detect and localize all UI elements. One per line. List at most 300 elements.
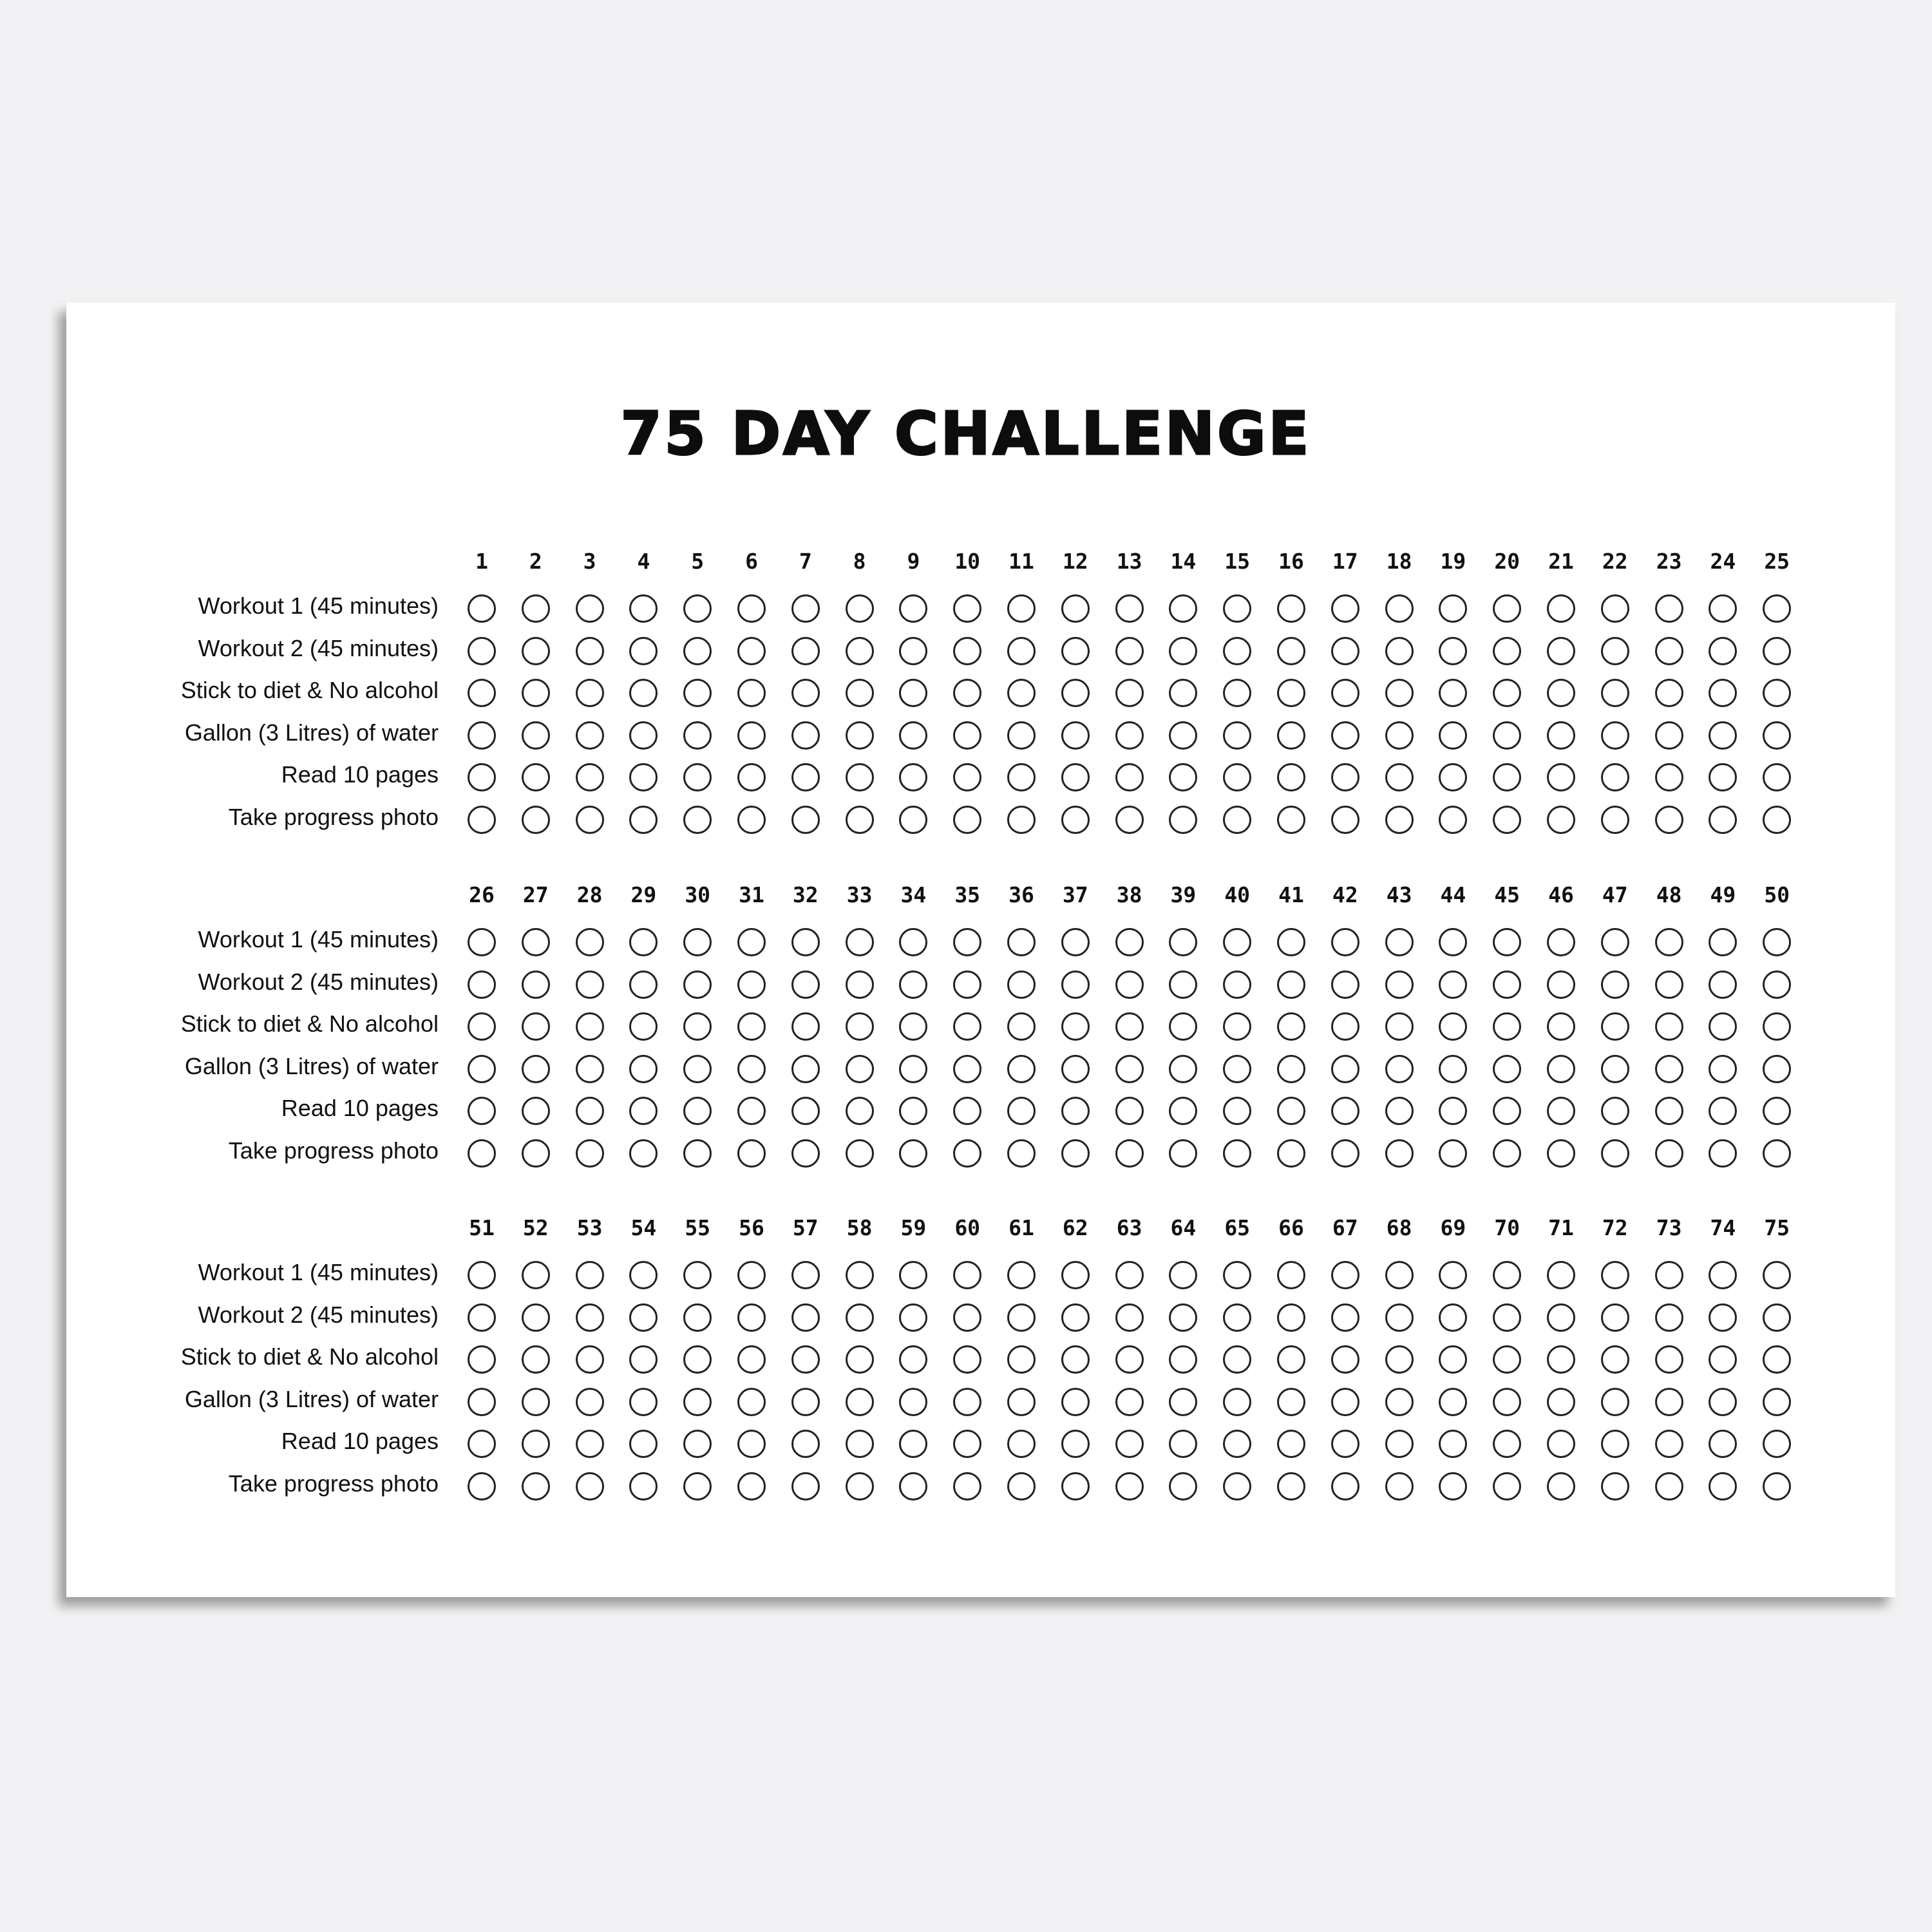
checkbox-circle[interactable] — [629, 971, 658, 999]
checkbox-circle[interactable] — [1601, 1388, 1629, 1416]
checkbox-circle[interactable] — [1601, 971, 1629, 999]
checkbox-circle[interactable] — [1601, 928, 1629, 956]
checkbox-circle[interactable] — [1385, 1303, 1414, 1332]
checkbox-circle[interactable] — [1493, 806, 1521, 834]
checkbox-circle[interactable] — [1601, 721, 1629, 750]
checkbox-circle[interactable] — [1655, 1388, 1683, 1416]
checkbox-circle[interactable] — [1277, 1139, 1305, 1168]
checkbox-circle[interactable] — [468, 721, 496, 750]
checkbox-circle[interactable] — [953, 1303, 981, 1332]
checkbox-circle[interactable] — [1007, 1472, 1036, 1501]
checkbox-circle[interactable] — [1331, 594, 1359, 623]
checkbox-circle[interactable] — [1601, 1139, 1629, 1168]
checkbox-circle[interactable] — [1331, 1388, 1359, 1416]
checkbox-circle[interactable] — [522, 1388, 550, 1416]
checkbox-circle[interactable] — [1277, 594, 1305, 623]
checkbox-circle[interactable] — [1763, 1055, 1791, 1083]
checkbox-circle[interactable] — [846, 971, 874, 999]
checkbox-circle[interactable] — [953, 1097, 981, 1125]
checkbox-circle[interactable] — [1601, 1261, 1629, 1289]
checkbox-circle[interactable] — [1655, 1055, 1683, 1083]
checkbox-circle[interactable] — [899, 971, 927, 999]
checkbox-circle[interactable] — [1007, 928, 1036, 956]
checkbox-circle[interactable] — [1709, 806, 1737, 834]
checkbox-circle[interactable] — [1331, 1261, 1359, 1289]
checkbox-circle[interactable] — [1007, 763, 1036, 791]
checkbox-circle[interactable] — [1007, 637, 1036, 665]
checkbox-circle[interactable] — [1331, 1012, 1359, 1041]
checkbox-circle[interactable] — [1601, 1472, 1629, 1501]
checkbox-circle[interactable] — [1115, 928, 1144, 956]
checkbox-circle[interactable] — [1385, 928, 1414, 956]
checkbox-circle[interactable] — [468, 1012, 496, 1041]
checkbox-circle[interactable] — [1439, 971, 1467, 999]
checkbox-circle[interactable] — [683, 1261, 712, 1289]
checkbox-circle[interactable] — [1439, 1139, 1467, 1168]
checkbox-circle[interactable] — [576, 1472, 604, 1501]
checkbox-circle[interactable] — [1277, 1303, 1305, 1332]
checkbox-circle[interactable] — [1601, 1303, 1629, 1332]
checkbox-circle[interactable] — [576, 1388, 604, 1416]
checkbox-circle[interactable] — [522, 1055, 550, 1083]
checkbox-circle[interactable] — [1223, 1139, 1251, 1168]
checkbox-circle[interactable] — [1277, 1430, 1305, 1458]
checkbox-circle[interactable] — [576, 1012, 604, 1041]
checkbox-circle[interactable] — [683, 594, 712, 623]
checkbox-circle[interactable] — [791, 721, 820, 750]
checkbox-circle[interactable] — [1655, 679, 1683, 707]
checkbox-circle[interactable] — [468, 1472, 496, 1501]
checkbox-circle[interactable] — [1547, 928, 1575, 956]
checkbox-circle[interactable] — [1223, 1472, 1251, 1501]
checkbox-circle[interactable] — [683, 637, 712, 665]
checkbox-circle[interactable] — [629, 637, 658, 665]
checkbox-circle[interactable] — [468, 1055, 496, 1083]
checkbox-circle[interactable] — [1331, 1430, 1359, 1458]
checkbox-circle[interactable] — [576, 1097, 604, 1125]
checkbox-circle[interactable] — [1007, 721, 1036, 750]
checkbox-circle[interactable] — [1115, 971, 1144, 999]
checkbox-circle[interactable] — [1493, 1012, 1521, 1041]
checkbox-circle[interactable] — [1169, 806, 1197, 834]
checkbox-circle[interactable] — [1007, 1139, 1036, 1168]
checkbox-circle[interactable] — [846, 763, 874, 791]
checkbox-circle[interactable] — [1655, 594, 1683, 623]
checkbox-circle[interactable] — [899, 806, 927, 834]
checkbox-circle[interactable] — [1061, 806, 1090, 834]
checkbox-circle[interactable] — [899, 1139, 927, 1168]
checkbox-circle[interactable] — [1763, 1430, 1791, 1458]
checkbox-circle[interactable] — [1223, 679, 1251, 707]
checkbox-circle[interactable] — [522, 1097, 550, 1125]
checkbox-circle[interactable] — [629, 1139, 658, 1168]
checkbox-circle[interactable] — [629, 1388, 658, 1416]
checkbox-circle[interactable] — [1007, 1055, 1036, 1083]
checkbox-circle[interactable] — [683, 1345, 712, 1374]
checkbox-circle[interactable] — [1763, 637, 1791, 665]
checkbox-circle[interactable] — [1763, 1097, 1791, 1125]
checkbox-circle[interactable] — [1115, 679, 1144, 707]
checkbox-circle[interactable] — [846, 637, 874, 665]
checkbox-circle[interactable] — [1331, 1345, 1359, 1374]
checkbox-circle[interactable] — [1601, 594, 1629, 623]
checkbox-circle[interactable] — [576, 1303, 604, 1332]
checkbox-circle[interactable] — [1763, 763, 1791, 791]
checkbox-circle[interactable] — [791, 1303, 820, 1332]
checkbox-circle[interactable] — [1547, 1388, 1575, 1416]
checkbox-circle[interactable] — [899, 1472, 927, 1501]
checkbox-circle[interactable] — [1277, 971, 1305, 999]
checkbox-circle[interactable] — [953, 928, 981, 956]
checkbox-circle[interactable] — [1223, 721, 1251, 750]
checkbox-circle[interactable] — [791, 971, 820, 999]
checkbox-circle[interactable] — [1115, 637, 1144, 665]
checkbox-circle[interactable] — [791, 1345, 820, 1374]
checkbox-circle[interactable] — [1709, 1303, 1737, 1332]
checkbox-circle[interactable] — [1547, 1345, 1575, 1374]
checkbox-circle[interactable] — [791, 1139, 820, 1168]
checkbox-circle[interactable] — [1169, 1303, 1197, 1332]
checkbox-circle[interactable] — [1385, 1097, 1414, 1125]
checkbox-circle[interactable] — [1061, 637, 1090, 665]
checkbox-circle[interactable] — [737, 1012, 766, 1041]
checkbox-circle[interactable] — [522, 1012, 550, 1041]
checkbox-circle[interactable] — [576, 1055, 604, 1083]
checkbox-circle[interactable] — [846, 1388, 874, 1416]
checkbox-circle[interactable] — [468, 679, 496, 707]
checkbox-circle[interactable] — [737, 971, 766, 999]
checkbox-circle[interactable] — [1601, 1055, 1629, 1083]
checkbox-circle[interactable] — [1007, 971, 1036, 999]
checkbox-circle[interactable] — [1277, 928, 1305, 956]
checkbox-circle[interactable] — [683, 928, 712, 956]
checkbox-circle[interactable] — [846, 1303, 874, 1332]
checkbox-circle[interactable] — [1223, 763, 1251, 791]
checkbox-circle[interactable] — [522, 679, 550, 707]
checkbox-circle[interactable] — [1493, 1430, 1521, 1458]
checkbox-circle[interactable] — [791, 1261, 820, 1289]
checkbox-circle[interactable] — [1223, 1097, 1251, 1125]
checkbox-circle[interactable] — [576, 763, 604, 791]
checkbox-circle[interactable] — [468, 1430, 496, 1458]
checkbox-circle[interactable] — [1385, 637, 1414, 665]
checkbox-circle[interactable] — [1223, 971, 1251, 999]
checkbox-circle[interactable] — [953, 1012, 981, 1041]
checkbox-circle[interactable] — [1331, 679, 1359, 707]
checkbox-circle[interactable] — [899, 1388, 927, 1416]
checkbox-circle[interactable] — [737, 1055, 766, 1083]
checkbox-circle[interactable] — [1331, 971, 1359, 999]
checkbox-circle[interactable] — [1061, 594, 1090, 623]
checkbox-circle[interactable] — [1763, 594, 1791, 623]
checkbox-circle[interactable] — [629, 721, 658, 750]
checkbox-circle[interactable] — [683, 1139, 712, 1168]
checkbox-circle[interactable] — [1763, 806, 1791, 834]
checkbox-circle[interactable] — [1061, 971, 1090, 999]
checkbox-circle[interactable] — [576, 679, 604, 707]
checkbox-circle[interactable] — [683, 1388, 712, 1416]
checkbox-circle[interactable] — [1547, 1012, 1575, 1041]
checkbox-circle[interactable] — [1601, 637, 1629, 665]
checkbox-circle[interactable] — [1385, 763, 1414, 791]
checkbox-circle[interactable] — [791, 594, 820, 623]
checkbox-circle[interactable] — [1763, 1012, 1791, 1041]
checkbox-circle[interactable] — [1547, 721, 1575, 750]
checkbox-circle[interactable] — [846, 1139, 874, 1168]
checkbox-circle[interactable] — [791, 1430, 820, 1458]
checkbox-circle[interactable] — [1223, 928, 1251, 956]
checkbox-circle[interactable] — [1061, 1345, 1090, 1374]
checkbox-circle[interactable] — [468, 1097, 496, 1125]
checkbox-circle[interactable] — [1763, 1345, 1791, 1374]
checkbox-circle[interactable] — [576, 971, 604, 999]
checkbox-circle[interactable] — [576, 1345, 604, 1374]
checkbox-circle[interactable] — [737, 1097, 766, 1125]
checkbox-circle[interactable] — [1385, 679, 1414, 707]
checkbox-circle[interactable] — [1061, 1388, 1090, 1416]
checkbox-circle[interactable] — [737, 594, 766, 623]
checkbox-circle[interactable] — [1385, 1261, 1414, 1289]
checkbox-circle[interactable] — [1007, 1097, 1036, 1125]
checkbox-circle[interactable] — [522, 971, 550, 999]
checkbox-circle[interactable] — [1493, 1345, 1521, 1374]
checkbox-circle[interactable] — [1115, 1097, 1144, 1125]
checkbox-circle[interactable] — [1655, 1303, 1683, 1332]
checkbox-circle[interactable] — [737, 928, 766, 956]
checkbox-circle[interactable] — [1655, 637, 1683, 665]
checkbox-circle[interactable] — [791, 1388, 820, 1416]
checkbox-circle[interactable] — [953, 1388, 981, 1416]
checkbox-circle[interactable] — [1223, 1430, 1251, 1458]
checkbox-circle[interactable] — [1331, 1139, 1359, 1168]
checkbox-circle[interactable] — [1439, 637, 1467, 665]
checkbox-circle[interactable] — [953, 1472, 981, 1501]
checkbox-circle[interactable] — [468, 1345, 496, 1374]
checkbox-circle[interactable] — [1007, 679, 1036, 707]
checkbox-circle[interactable] — [791, 928, 820, 956]
checkbox-circle[interactable] — [846, 1012, 874, 1041]
checkbox-circle[interactable] — [953, 721, 981, 750]
checkbox-circle[interactable] — [1385, 594, 1414, 623]
checkbox-circle[interactable] — [1601, 1345, 1629, 1374]
checkbox-circle[interactable] — [1061, 928, 1090, 956]
checkbox-circle[interactable] — [1007, 594, 1036, 623]
checkbox-circle[interactable] — [1115, 1055, 1144, 1083]
checkbox-circle[interactable] — [1115, 1139, 1144, 1168]
checkbox-circle[interactable] — [468, 971, 496, 999]
checkbox-circle[interactable] — [1277, 1261, 1305, 1289]
checkbox-circle[interactable] — [1061, 763, 1090, 791]
checkbox-circle[interactable] — [1763, 1388, 1791, 1416]
checkbox-circle[interactable] — [1655, 763, 1683, 791]
checkbox-circle[interactable] — [576, 637, 604, 665]
checkbox-circle[interactable] — [1547, 637, 1575, 665]
checkbox-circle[interactable] — [1493, 1097, 1521, 1125]
checkbox-circle[interactable] — [1709, 1388, 1737, 1416]
checkbox-circle[interactable] — [846, 806, 874, 834]
checkbox-circle[interactable] — [1277, 1345, 1305, 1374]
checkbox-circle[interactable] — [576, 928, 604, 956]
checkbox-circle[interactable] — [1385, 1139, 1414, 1168]
checkbox-circle[interactable] — [629, 1303, 658, 1332]
checkbox-circle[interactable] — [629, 1055, 658, 1083]
checkbox-circle[interactable] — [576, 806, 604, 834]
checkbox-circle[interactable] — [1547, 1303, 1575, 1332]
checkbox-circle[interactable] — [1169, 1388, 1197, 1416]
checkbox-circle[interactable] — [1331, 637, 1359, 665]
checkbox-circle[interactable] — [846, 928, 874, 956]
checkbox-circle[interactable] — [1331, 1055, 1359, 1083]
checkbox-circle[interactable] — [1007, 1430, 1036, 1458]
checkbox-circle[interactable] — [791, 679, 820, 707]
checkbox-circle[interactable] — [1655, 1139, 1683, 1168]
checkbox-circle[interactable] — [953, 1430, 981, 1458]
checkbox-circle[interactable] — [953, 806, 981, 834]
checkbox-circle[interactable] — [1493, 971, 1521, 999]
checkbox-circle[interactable] — [1223, 1012, 1251, 1041]
checkbox-circle[interactable] — [576, 1261, 604, 1289]
checkbox-circle[interactable] — [1547, 1055, 1575, 1083]
checkbox-circle[interactable] — [1277, 1097, 1305, 1125]
checkbox-circle[interactable] — [1385, 806, 1414, 834]
checkbox-circle[interactable] — [791, 806, 820, 834]
checkbox-circle[interactable] — [1493, 1472, 1521, 1501]
checkbox-circle[interactable] — [1547, 679, 1575, 707]
checkbox-circle[interactable] — [522, 1303, 550, 1332]
checkbox-circle[interactable] — [1007, 1388, 1036, 1416]
checkbox-circle[interactable] — [953, 763, 981, 791]
checkbox-circle[interactable] — [1277, 763, 1305, 791]
checkbox-circle[interactable] — [522, 1472, 550, 1501]
checkbox-circle[interactable] — [1709, 721, 1737, 750]
checkbox-circle[interactable] — [522, 928, 550, 956]
checkbox-circle[interactable] — [1601, 679, 1629, 707]
checkbox-circle[interactable] — [1277, 1472, 1305, 1501]
checkbox-circle[interactable] — [1385, 1388, 1414, 1416]
checkbox-circle[interactable] — [791, 1012, 820, 1041]
checkbox-circle[interactable] — [1223, 1388, 1251, 1416]
checkbox-circle[interactable] — [1115, 721, 1144, 750]
checkbox-circle[interactable] — [683, 1430, 712, 1458]
checkbox-circle[interactable] — [468, 763, 496, 791]
checkbox-circle[interactable] — [1493, 1303, 1521, 1332]
checkbox-circle[interactable] — [791, 1055, 820, 1083]
checkbox-circle[interactable] — [1547, 1261, 1575, 1289]
checkbox-circle[interactable] — [1493, 679, 1521, 707]
checkbox-circle[interactable] — [683, 763, 712, 791]
checkbox-circle[interactable] — [1331, 806, 1359, 834]
checkbox-circle[interactable] — [1007, 1303, 1036, 1332]
checkbox-circle[interactable] — [468, 928, 496, 956]
checkbox-circle[interactable] — [1655, 1097, 1683, 1125]
checkbox-circle[interactable] — [1115, 1261, 1144, 1289]
checkbox-circle[interactable] — [1223, 637, 1251, 665]
checkbox-circle[interactable] — [1331, 1303, 1359, 1332]
checkbox-circle[interactable] — [1007, 1012, 1036, 1041]
checkbox-circle[interactable] — [899, 1055, 927, 1083]
checkbox-circle[interactable] — [1493, 763, 1521, 791]
checkbox-circle[interactable] — [846, 1097, 874, 1125]
checkbox-circle[interactable] — [1655, 971, 1683, 999]
checkbox-circle[interactable] — [1493, 1139, 1521, 1168]
checkbox-circle[interactable] — [737, 763, 766, 791]
checkbox-circle[interactable] — [846, 1472, 874, 1501]
checkbox-circle[interactable] — [1385, 1012, 1414, 1041]
checkbox-circle[interactable] — [1277, 1055, 1305, 1083]
checkbox-circle[interactable] — [1223, 1345, 1251, 1374]
checkbox-circle[interactable] — [737, 1345, 766, 1374]
checkbox-circle[interactable] — [899, 721, 927, 750]
checkbox-circle[interactable] — [953, 1139, 981, 1168]
checkbox-circle[interactable] — [1061, 1472, 1090, 1501]
checkbox-circle[interactable] — [629, 806, 658, 834]
checkbox-circle[interactable] — [846, 594, 874, 623]
checkbox-circle[interactable] — [683, 806, 712, 834]
checkbox-circle[interactable] — [737, 1472, 766, 1501]
checkbox-circle[interactable] — [1061, 1430, 1090, 1458]
checkbox-circle[interactable] — [953, 1261, 981, 1289]
checkbox-circle[interactable] — [576, 594, 604, 623]
checkbox-circle[interactable] — [846, 721, 874, 750]
checkbox-circle[interactable] — [1223, 1261, 1251, 1289]
checkbox-circle[interactable] — [1655, 1430, 1683, 1458]
checkbox-circle[interactable] — [1439, 721, 1467, 750]
checkbox-circle[interactable] — [1169, 1472, 1197, 1501]
checkbox-circle[interactable] — [737, 637, 766, 665]
checkbox-circle[interactable] — [1385, 971, 1414, 999]
checkbox-circle[interactable] — [846, 1261, 874, 1289]
checkbox-circle[interactable] — [1601, 763, 1629, 791]
checkbox-circle[interactable] — [1223, 806, 1251, 834]
checkbox-circle[interactable] — [683, 1055, 712, 1083]
checkbox-circle[interactable] — [1655, 806, 1683, 834]
checkbox-circle[interactable] — [737, 1303, 766, 1332]
checkbox-circle[interactable] — [1169, 971, 1197, 999]
checkbox-circle[interactable] — [846, 1430, 874, 1458]
checkbox-circle[interactable] — [1115, 1303, 1144, 1332]
checkbox-circle[interactable] — [1385, 721, 1414, 750]
checkbox-circle[interactable] — [1709, 637, 1737, 665]
checkbox-circle[interactable] — [468, 1303, 496, 1332]
checkbox-circle[interactable] — [522, 637, 550, 665]
checkbox-circle[interactable] — [1115, 1012, 1144, 1041]
checkbox-circle[interactable] — [1115, 763, 1144, 791]
checkbox-circle[interactable] — [468, 594, 496, 623]
checkbox-circle[interactable] — [468, 637, 496, 665]
checkbox-circle[interactable] — [522, 1139, 550, 1168]
checkbox-circle[interactable] — [468, 806, 496, 834]
checkbox-circle[interactable] — [737, 1388, 766, 1416]
checkbox-circle[interactable] — [522, 1345, 550, 1374]
checkbox-circle[interactable] — [899, 1303, 927, 1332]
checkbox-circle[interactable] — [1763, 1261, 1791, 1289]
checkbox-circle[interactable] — [953, 637, 981, 665]
checkbox-circle[interactable] — [1331, 928, 1359, 956]
checkbox-circle[interactable] — [1277, 1388, 1305, 1416]
checkbox-circle[interactable] — [1547, 1139, 1575, 1168]
checkbox-circle[interactable] — [1331, 763, 1359, 791]
checkbox-circle[interactable] — [1061, 1055, 1090, 1083]
checkbox-circle[interactable] — [1061, 1261, 1090, 1289]
checkbox-circle[interactable] — [1061, 1303, 1090, 1332]
checkbox-circle[interactable] — [1277, 721, 1305, 750]
checkbox-circle[interactable] — [1439, 1303, 1467, 1332]
checkbox-circle[interactable] — [1115, 594, 1144, 623]
checkbox-circle[interactable] — [1439, 806, 1467, 834]
checkbox-circle[interactable] — [1007, 1261, 1036, 1289]
checkbox-circle[interactable] — [1115, 1388, 1144, 1416]
checkbox-circle[interactable] — [683, 971, 712, 999]
